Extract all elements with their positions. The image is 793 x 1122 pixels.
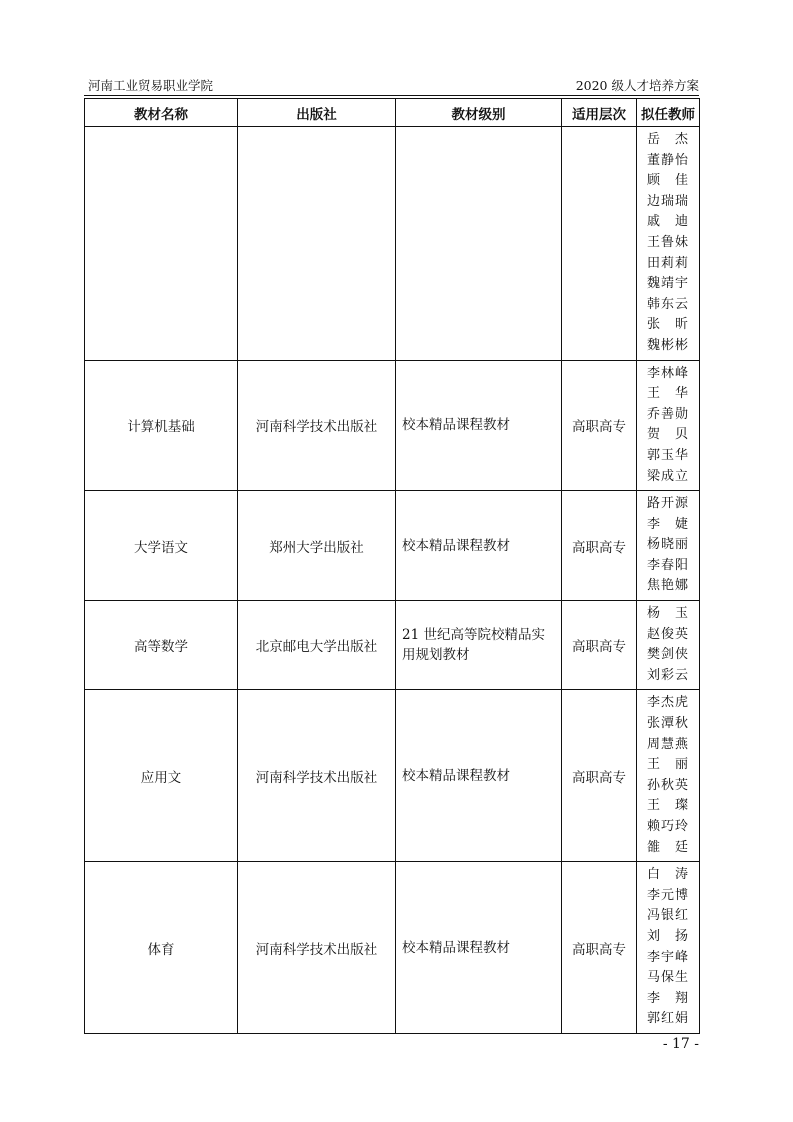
teacher-name: 雒 廷 <box>646 839 689 855</box>
teacher-name: 赵俊英 <box>646 626 689 642</box>
teacher-name: 马保生 <box>646 970 689 986</box>
teacher-name: 李杰虎 <box>646 695 689 711</box>
publisher-cell: 河南科学技术出版社 <box>238 862 396 1034</box>
teachers-cell <box>637 601 700 690</box>
applicable-tier-cell: 高职高专 <box>562 360 637 491</box>
teacher-name: 杨 玉 <box>646 606 689 622</box>
applicable-tier-cell: 高职高专 <box>562 690 637 862</box>
applicable-tier-cell <box>562 127 637 361</box>
textbook-level-cell: 校本精品课程教材 <box>396 690 562 862</box>
teacher-name: 杨晓丽 <box>646 537 689 553</box>
teacher-name: 韩东云 <box>646 296 689 312</box>
textbook-name-cell: 计算机基础 <box>85 360 238 491</box>
textbook-level-cell: 21 世纪高等院校精品实用规划教材 <box>396 601 562 690</box>
teacher-name: 路开源 <box>646 496 689 512</box>
teachers-cell <box>637 360 700 491</box>
table-row <box>85 491 700 601</box>
teacher-name: 赖巧玲 <box>646 819 689 834</box>
table-row <box>85 127 700 361</box>
teacher-name: 孙秋英 <box>646 777 689 793</box>
publisher-cell: 北京邮电大学出版社 <box>238 601 396 690</box>
teacher-name: 李 翔 <box>646 990 689 1006</box>
teacher-name: 李林峰 <box>646 365 689 381</box>
header-divider <box>84 95 699 96</box>
header-document-title: 2020 级人才培养方案 <box>575 78 699 93</box>
teacher-name: 李元博 <box>646 887 689 903</box>
table-row <box>85 360 700 491</box>
teacher-name: 樊剑侠 <box>646 647 689 663</box>
teacher-name: 李春阳 <box>646 557 689 573</box>
teacher-name: 郭玉华 <box>646 447 689 463</box>
publisher-cell: 郑州大学出版社 <box>238 491 396 601</box>
column-header-textbook-name: 教材名称 <box>85 99 238 127</box>
teacher-name: 张 昕 <box>646 317 689 333</box>
textbook-name-cell: 体育 <box>85 862 238 1034</box>
teachers-cell <box>637 862 700 1034</box>
table-header-row <box>85 99 700 127</box>
teachers-cell <box>637 491 700 601</box>
textbook-level-cell <box>396 127 562 361</box>
teacher-name: 边瑞瑞 <box>646 193 689 209</box>
teacher-name: 白 涛 <box>646 867 689 883</box>
teacher-name: 王 璨 <box>646 798 689 814</box>
teacher-name: 魏彬彬 <box>646 337 689 353</box>
page-number: - 17 - <box>662 1036 699 1052</box>
table-row <box>85 601 700 690</box>
textbook-level-cell: 校本精品课程教材 <box>396 862 562 1034</box>
applicable-tier-cell: 高职高专 <box>562 862 637 1034</box>
teacher-name: 贺 贝 <box>646 427 689 443</box>
header-institution: 河南工业贸易职业学院 <box>88 78 214 93</box>
teachers-cell <box>637 127 700 361</box>
teacher-name: 董静怡 <box>646 152 689 168</box>
teacher-name: 冯银红 <box>646 908 689 924</box>
textbook-level-cell: 校本精品课程教材 <box>396 491 562 601</box>
teacher-name: 魏靖宇 <box>646 276 689 292</box>
textbook-name-cell <box>85 127 238 361</box>
teacher-name: 刘彩云 <box>646 667 689 683</box>
teacher-name: 王鲁妹 <box>646 234 689 250</box>
textbook-name-cell: 大学语文 <box>85 491 238 601</box>
teacher-name: 王 丽 <box>646 757 689 773</box>
textbook-name-cell: 应用文 <box>85 690 238 862</box>
publisher-cell: 河南科学技术出版社 <box>238 690 396 862</box>
teacher-name: 梁成立 <box>646 468 689 484</box>
teacher-name: 乔善勋 <box>646 406 689 422</box>
teacher-name: 张潭秋 <box>646 716 689 732</box>
teacher-name: 李 婕 <box>646 516 689 532</box>
applicable-tier-cell: 高职高专 <box>562 601 637 690</box>
teacher-name: 顾 佳 <box>646 173 689 189</box>
table-row <box>85 690 700 862</box>
teacher-name: 刘 扬 <box>646 928 689 944</box>
column-header-textbook-level: 教材级别 <box>396 99 562 127</box>
column-header-publisher: 出版社 <box>238 99 396 127</box>
teacher-name: 岳 杰 <box>646 132 689 147</box>
publisher-cell <box>238 127 396 361</box>
applicable-tier-cell: 高职高专 <box>562 491 637 601</box>
table-row <box>85 862 700 1034</box>
teacher-name: 戚 迪 <box>646 214 689 230</box>
teachers-cell <box>637 690 700 862</box>
publisher-cell: 河南科学技术出版社 <box>238 360 396 491</box>
teacher-name: 郭红娟 <box>646 1011 689 1027</box>
column-header-applicable-tier: 适用层次 <box>562 99 637 127</box>
column-header-teachers: 拟任教师 <box>637 99 700 127</box>
textbook-level-cell: 校本精品课程教材 <box>396 360 562 491</box>
teacher-name: 焦艳娜 <box>646 578 689 594</box>
textbook-table <box>84 98 700 1034</box>
teacher-name: 李宇峰 <box>646 949 689 965</box>
teacher-name: 田莉莉 <box>646 255 689 271</box>
teacher-name: 王 华 <box>646 386 689 402</box>
textbook-name-cell: 高等数学 <box>85 601 238 690</box>
teacher-name: 周慧燕 <box>646 736 689 752</box>
